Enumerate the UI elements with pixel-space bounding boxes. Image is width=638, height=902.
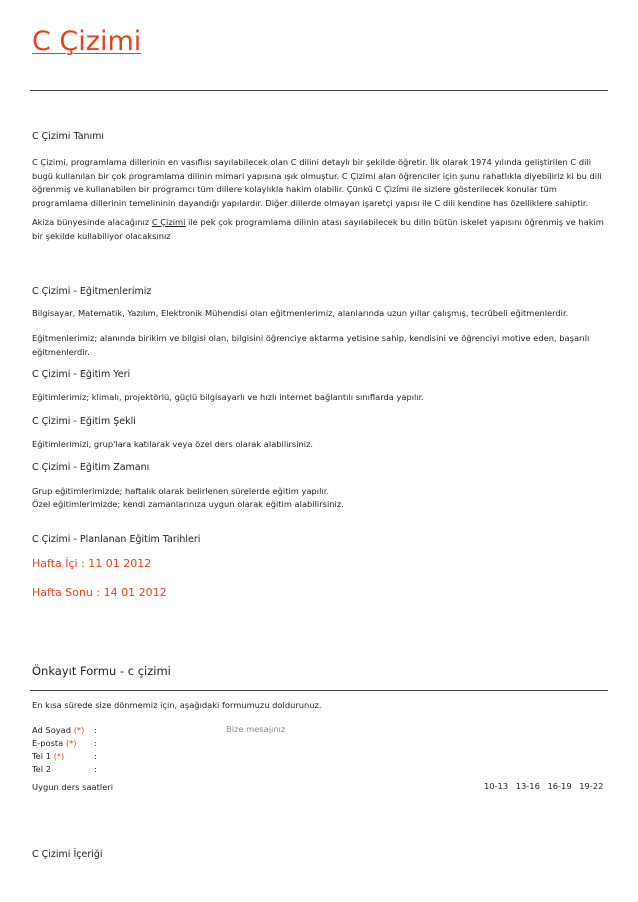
zaman-line-1: Grup eğitimlerimizde; haftalık olarak belirlenen sürelerde eğitim yapılır. <box>32 486 329 496</box>
yer-paragraph: Eğitimlerimiz; klimalı, projektörlü, güçlü bilgisayarlı ve hızlı internet bağlantılı sınıflarda yapılır. <box>32 392 424 402</box>
slot-10-13[interactable]: 10-13 <box>484 781 509 791</box>
icerik-heading: C Çizimi İçeriği <box>32 849 103 860</box>
hours-label: Uygun ders saatleri <box>32 782 114 792</box>
hafta-ici-date: Hafta İçi : 11 01 2012 <box>32 557 152 570</box>
message-textarea[interactable]: Bize mesajınız <box>226 724 286 734</box>
egitmen-paragraph-2: Eğitmenlerimiz; alanında birikim ve bilgisi olan, bilgisini öğrenciye aktarma yetisine sahip, kendisini ve öğrenciyi motive eden, başarılı eğitmenlerdir. <box>32 333 590 357</box>
field-colon: : <box>94 751 97 761</box>
form-heading: Önkayıt Formu - c çizimi <box>32 664 171 678</box>
yer-heading: C Çizimi - Eğitim Yeri <box>32 369 131 380</box>
form-intro: En kısa sürede size dönmemiz için, aşağıdaki formumuzu doldurunuz. <box>32 700 322 710</box>
planlanan-heading: C Çizimi - Planlanan Eğitim Tarihleri <box>32 534 201 545</box>
sekil-heading: C Çizimi - Eğitim Şekli <box>32 416 136 427</box>
tanim-paragraph-1: C Çizimi, programlama dillerinin en vasıflısı sayılabilecek olan C dilini detaylı bir şekilde öğretir. İlk olarak 1974 yılında geliştirilen C dili bugü kullanılan bir çok programlama dilinin mimari yapısına ışık olmuştur. C Çizimi alan öğrenciler için şunu rahatlıkla diyebiliriz ki bu dili öğrenmiş ve kullanabilen bir programcı tüm dillere kolaylıkla hakim olabilir. Çünkü C Çizimi ile sizlere gösterilecek konular tüm programlama dillerinin temelininin dayandığı yapılardır. Diğer dillerde olmayan işaretçi yapısı ile C dili kendine has özelliklere sahiptir. <box>32 157 602 208</box>
tanim-p2-pre: Akiza bünyesinde alacağınız <box>32 217 152 227</box>
tanim-p2-post: ile pek çok programlama dilinin atası sayılabilecek bu dilin bütün iskelet yapısını öğrenmiş ve hakim bir şekilde kullabiliyor olacaksınız <box>32 217 604 241</box>
c-cizimi-link[interactable]: C Çizimi <box>151 217 186 227</box>
zaman-line-2: Özel eğitimlerimizde; kendi zamanlarınıza uygun olarak eğitim alabilirsiniz. <box>32 499 344 509</box>
field-eposta[interactable] <box>0 737 300 750</box>
egitmen-heading: C Çizimi - Eğitmenlerimiz <box>32 286 152 297</box>
field-label: Tel 2 <box>32 764 51 774</box>
hafta-sonu-date: Hafta Sonu : 14 01 2012 <box>32 586 167 599</box>
title-divider <box>30 90 608 91</box>
slot-19-22[interactable]: 19-22 <box>579 781 604 791</box>
page-title[interactable]: C Çizimi <box>32 26 142 57</box>
field-label: Ad Soyad <box>32 725 72 735</box>
required-mark: (*) <box>53 751 65 761</box>
required-mark: (*) <box>65 738 77 748</box>
egitmen-paragraph-1: Bilgisayar, Matematik, Yazılım, Elektronik Mühendisi olan eğitmenlerimiz, alanlarında uzun yıllar çalışmış, tecrübeli eğitmenlerdir. <box>32 308 569 318</box>
slot-16-19[interactable]: 16-19 <box>547 781 572 791</box>
slot-13-16[interactable]: 13-16 <box>515 781 540 791</box>
field-colon: : <box>94 738 97 748</box>
field-tel-1[interactable] <box>0 750 300 763</box>
tanim-paragraph-2 <box>32 216 608 243</box>
field-tel-2[interactable] <box>0 763 300 776</box>
zaman-heading: C Çizimi - Eğitim Zamanı <box>32 462 150 473</box>
field-label: Tel 1 <box>32 751 51 761</box>
field-colon: : <box>94 725 97 735</box>
required-mark: (*) <box>73 725 85 735</box>
sekil-paragraph: Eğitimlerimizi, grup'lara katılarak veya özel ders olarak alabilirsiniz. <box>32 439 314 449</box>
hour-slots <box>484 781 603 791</box>
tanim-heading: C Çizimi Tanımı <box>32 131 105 142</box>
field-label: E-posta <box>32 738 64 748</box>
field-colon: : <box>94 764 97 774</box>
form-divider <box>30 690 608 691</box>
